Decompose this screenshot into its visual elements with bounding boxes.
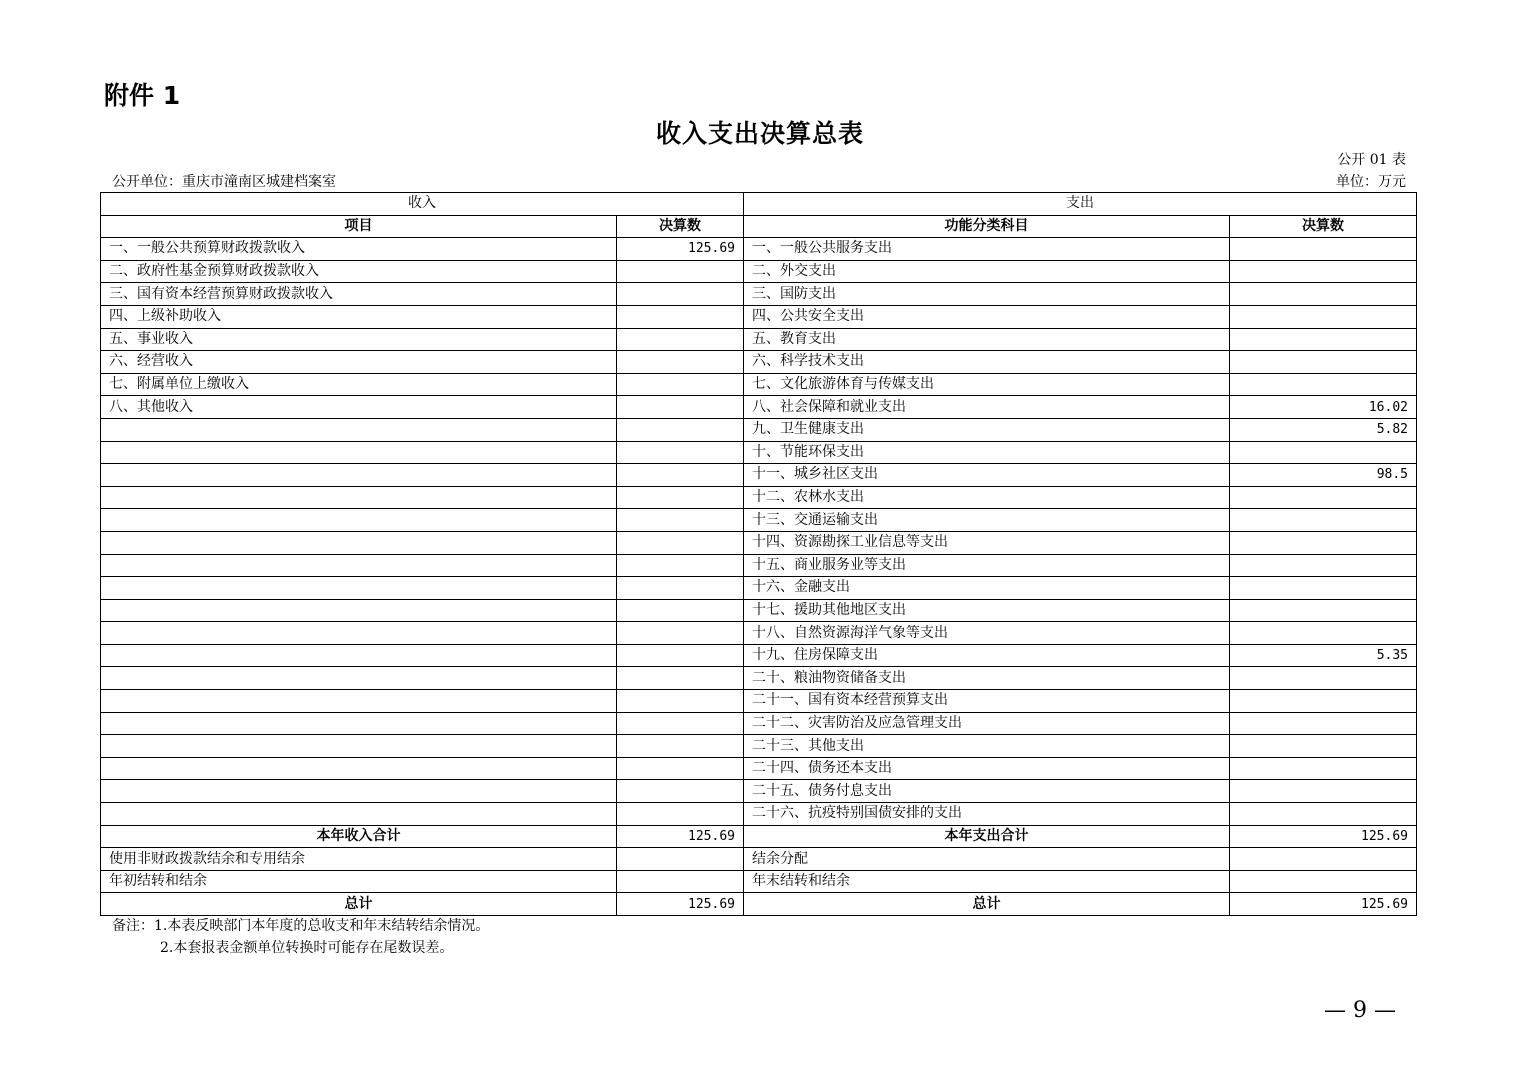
expense-item: 十九、住房保障支出: [744, 644, 1230, 667]
expense-amount: [1230, 283, 1417, 306]
income-amount: 125.69: [617, 238, 744, 261]
expense-amount: [1230, 690, 1417, 713]
expense-item: 六、科学技术支出: [744, 351, 1230, 374]
table-row: [101, 531, 1417, 554]
expense-item: 十六、金融支出: [744, 577, 1230, 600]
expense-item: 九、卫生健康支出: [744, 418, 1230, 441]
table-row: [101, 509, 1417, 532]
income-item: 三、国有资本经营预算财政拨款收入: [101, 283, 617, 306]
income-item: 四、上级补助收入: [101, 305, 617, 328]
income-item: [101, 531, 617, 554]
table-row: [101, 328, 1417, 351]
income-amount: [617, 351, 744, 374]
income-amount: [617, 644, 744, 667]
expense-amount: 5.82: [1230, 418, 1417, 441]
table-row: [101, 712, 1417, 735]
expense-amount: [1230, 848, 1417, 871]
income-item: [101, 757, 617, 780]
expense-item: 二十四、债务还本支出: [744, 757, 1230, 780]
table-row: [101, 238, 1417, 261]
expense-amount: [1230, 351, 1417, 374]
income-amount: [617, 667, 744, 690]
expense-amount: [1230, 238, 1417, 261]
income-section-header: 收入: [101, 193, 744, 216]
year-expense-total-label: 本年支出合计: [744, 825, 1230, 848]
table-row: [101, 351, 1417, 374]
expense-amount: [1230, 712, 1417, 735]
expense-item: 结余分配: [744, 848, 1230, 871]
income-amount: [617, 757, 744, 780]
income-amount: [617, 848, 744, 871]
table-row: [101, 735, 1417, 758]
table-row: [101, 554, 1417, 577]
income-amount: [617, 870, 744, 893]
expense-item: 一、一般公共服务支出: [744, 238, 1230, 261]
expense-amount: [1230, 441, 1417, 464]
year-total-row: [101, 825, 1417, 848]
expense-amount: [1230, 803, 1417, 826]
income-amount: [617, 780, 744, 803]
expense-amount: [1230, 870, 1417, 893]
expense-item: 八、社会保障和就业支出: [744, 396, 1230, 419]
expense-item: 二、外交支出: [744, 260, 1230, 283]
table-row: [101, 396, 1417, 419]
page-title: 收入支出决算总表: [655, 119, 864, 148]
col-header-amount-income: 决算数: [617, 215, 744, 238]
year-income-total-label: 本年收入合计: [101, 825, 617, 848]
grand-total-value-income: 125.69: [617, 893, 744, 916]
expense-amount: [1230, 622, 1417, 645]
grand-total-row: [101, 893, 1417, 916]
expense-amount: 5.35: [1230, 644, 1417, 667]
expense-amount: [1230, 735, 1417, 758]
col-header-item: 项目: [101, 215, 617, 238]
expense-item: 四、公共安全支出: [744, 305, 1230, 328]
expense-item: 二十一、国有资本经营预算支出: [744, 690, 1230, 713]
footnote-1: 备注：1.本表反映部门本年度的总收支和年末结转结余情况。: [112, 918, 490, 934]
expense-amount: [1230, 554, 1417, 577]
income-amount: [617, 735, 744, 758]
income-amount: [617, 328, 744, 351]
income-item: [101, 644, 617, 667]
income-amount: [617, 712, 744, 735]
grand-total-label-expense: 总计: [744, 893, 1230, 916]
income-amount: [617, 283, 744, 306]
table-row: [101, 690, 1417, 713]
table-row: [101, 599, 1417, 622]
income-amount: [617, 486, 744, 509]
table-row: [101, 283, 1417, 306]
income-item: [101, 803, 617, 826]
table-row: [101, 418, 1417, 441]
expense-item: 三、国防支出: [744, 283, 1230, 306]
table-row: [101, 644, 1417, 667]
income-item: 一、一般公共预算财政拨款收入: [101, 238, 617, 261]
income-item: 八、其他收入: [101, 396, 617, 419]
income-item: [101, 735, 617, 758]
income-amount: [617, 554, 744, 577]
income-amount: [617, 599, 744, 622]
expense-amount: [1230, 780, 1417, 803]
table-row: [101, 373, 1417, 396]
table-row: [101, 622, 1417, 645]
table-row: [101, 803, 1417, 826]
income-amount: [617, 260, 744, 283]
expense-item: 五、教育支出: [744, 328, 1230, 351]
expense-item: 十一、城乡社区支出: [744, 464, 1230, 487]
expense-item: 十八、自然资源海洋气象等支出: [744, 622, 1230, 645]
footnotes: [112, 915, 489, 959]
grand-total-value-expense: 125.69: [1230, 893, 1417, 916]
income-item: [101, 464, 617, 487]
income-amount: [617, 577, 744, 600]
income-item: 二、政府性基金预算财政拨款收入: [101, 260, 617, 283]
table-row: [101, 464, 1417, 487]
year-expense-total-value: 125.69: [1230, 825, 1417, 848]
income-amount: [617, 509, 744, 532]
expense-amount: 98.5: [1230, 464, 1417, 487]
expense-amount: [1230, 757, 1417, 780]
income-item: 年初结转和结余: [101, 870, 617, 893]
page-number: — 9 —: [1324, 998, 1396, 1023]
income-amount: [617, 373, 744, 396]
table-row: [101, 757, 1417, 780]
income-amount: [617, 396, 744, 419]
table-row: [101, 260, 1417, 283]
expense-item: 二十、粮油物资储备支出: [744, 667, 1230, 690]
income-amount: [617, 803, 744, 826]
income-item: [101, 690, 617, 713]
col-header-function: 功能分类科目: [744, 215, 1230, 238]
col-header-amount-expense: 决算数: [1230, 215, 1417, 238]
expense-amount: [1230, 531, 1417, 554]
expense-item: 七、文化旅游体育与传媒支出: [744, 373, 1230, 396]
table-row: [101, 486, 1417, 509]
expense-item: 十二、农林水支出: [744, 486, 1230, 509]
income-amount: [617, 622, 744, 645]
expense-amount: [1230, 260, 1417, 283]
income-item: [101, 509, 617, 532]
table-row: [101, 441, 1417, 464]
income-item: [101, 599, 617, 622]
expense-amount: 16.02: [1230, 396, 1417, 419]
income-item: 使用非财政拨款结余和专用结余: [101, 848, 617, 871]
expense-item: 二十二、灾害防治及应急管理支出: [744, 712, 1230, 735]
table-row: [101, 870, 1417, 893]
expense-amount: [1230, 599, 1417, 622]
table-row: [101, 577, 1417, 600]
income-amount: [617, 305, 744, 328]
year-income-total-value: 125.69: [617, 825, 744, 848]
expense-amount: [1230, 328, 1417, 351]
expense-item: 二十六、抗疫特别国债安排的支出: [744, 803, 1230, 826]
income-item: [101, 780, 617, 803]
income-item: [101, 441, 617, 464]
table-column-header-row: [101, 215, 1417, 238]
income-amount: [617, 441, 744, 464]
table-row: [101, 780, 1417, 803]
expense-amount: [1230, 667, 1417, 690]
income-item: [101, 418, 617, 441]
table-row: [101, 848, 1417, 871]
income-item: [101, 667, 617, 690]
expense-item: 年末结转和结余: [744, 870, 1230, 893]
expense-item: 二十五、债务付息支出: [744, 780, 1230, 803]
income-expense-table: [100, 192, 1417, 916]
income-amount: [617, 690, 744, 713]
expense-item: 十三、交通运输支出: [744, 509, 1230, 532]
expense-item: 十四、资源勘探工业信息等支出: [744, 531, 1230, 554]
grand-total-label-income: 总计: [101, 893, 617, 916]
expense-item: 十、节能环保支出: [744, 441, 1230, 464]
table-row: [101, 667, 1417, 690]
expense-amount: [1230, 509, 1417, 532]
income-item: [101, 577, 617, 600]
income-item: 五、事业收入: [101, 328, 617, 351]
income-item: [101, 554, 617, 577]
footnote-2: 2.本套报表金额单位转换时可能存在尾数误差。: [160, 940, 454, 956]
expense-amount: [1230, 373, 1417, 396]
expense-amount: [1230, 305, 1417, 328]
form-number: 公开 01 表: [1337, 152, 1406, 168]
attachment-label: 附件 1: [104, 81, 181, 110]
expense-section-header: 支出: [744, 193, 1417, 216]
expense-amount: [1230, 486, 1417, 509]
expense-item: 十五、商业服务业等支出: [744, 554, 1230, 577]
reporting-unit: 公开单位：重庆市潼南区城建档案室: [112, 174, 336, 190]
income-amount: [617, 464, 744, 487]
income-item: [101, 486, 617, 509]
table-row: [101, 305, 1417, 328]
income-item: 七、附属单位上缴收入: [101, 373, 617, 396]
income-item: [101, 712, 617, 735]
currency-unit: 单位：万元: [1336, 174, 1406, 190]
expense-item: 十七、援助其他地区支出: [744, 599, 1230, 622]
income-item: 六、经营收入: [101, 351, 617, 374]
income-item: [101, 622, 617, 645]
income-amount: [617, 531, 744, 554]
expense-amount: [1230, 577, 1417, 600]
expense-item: 二十三、其他支出: [744, 735, 1230, 758]
income-amount: [617, 418, 744, 441]
table-section-header-row: [101, 193, 1417, 216]
